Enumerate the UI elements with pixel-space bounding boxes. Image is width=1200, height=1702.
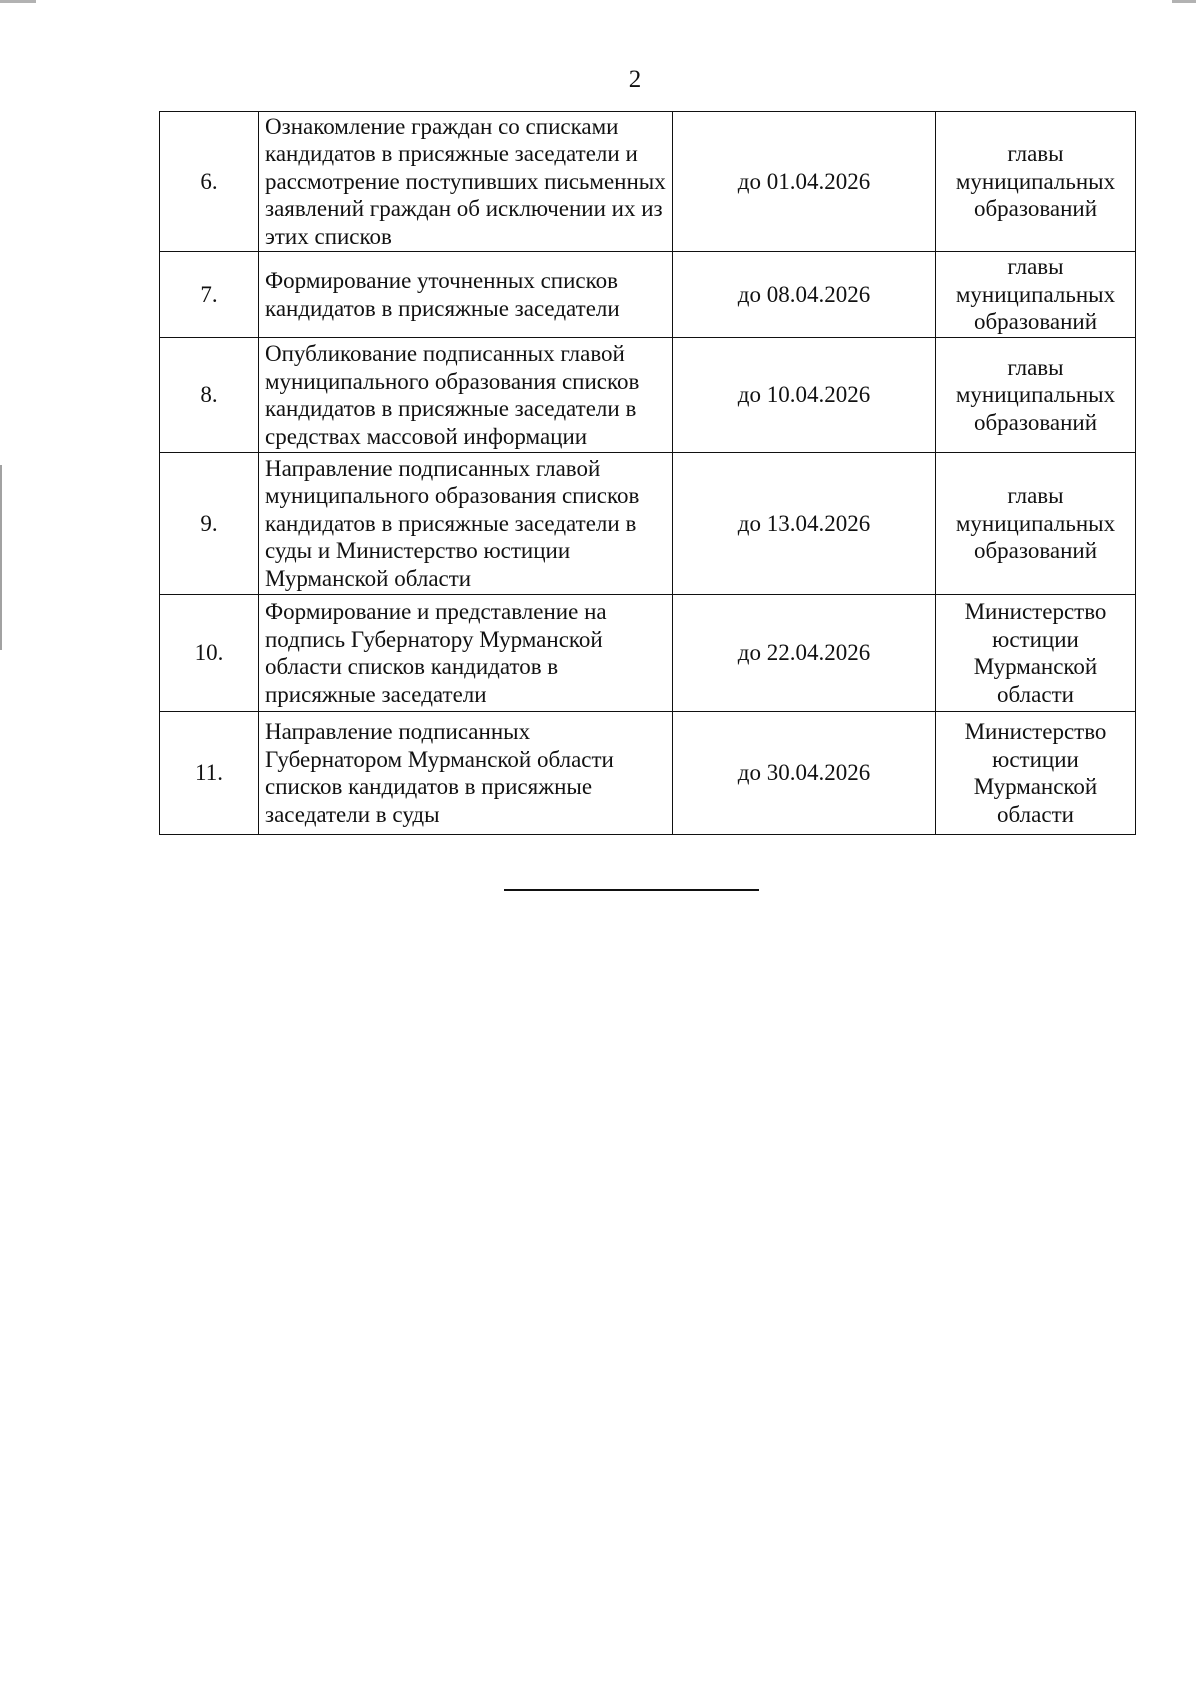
row-number: 9. (160, 453, 259, 595)
task-description: Направление подписанных главой муниципального образования списков кандидатов в присяжные заседатели в суды и Министерство юстиции Мурманской области (259, 453, 673, 595)
responsible-party: главы муниципальных образований (936, 112, 1136, 252)
deadline: до 08.04.2026 (673, 252, 936, 338)
row-number: 6. (160, 112, 259, 252)
end-of-document-rule (504, 889, 759, 891)
responsible-party: Министерство юстиции Мурманской области (936, 595, 1136, 712)
deadline: до 01.04.2026 (673, 112, 936, 252)
responsible-party: главы муниципальных образований (936, 338, 1136, 453)
task-description: Формирование уточненных списков кандидатов в присяжные заседатели (259, 252, 673, 338)
table-row (160, 338, 1136, 453)
task-description: Направление подписанных Губернатором Мурманской области списков кандидатов в присяжные заседатели в суды (259, 712, 673, 835)
scan-edge-mark (0, 465, 2, 650)
task-description: Опубликование подписанных главой муниципального образования списков кандидатов в присяжные заседатели в средствах массовой информации (259, 338, 673, 453)
page-number: 2 (628, 66, 642, 93)
task-description: Ознакомление граждан со списками кандидатов в присяжные заседатели и рассмотрение поступивших письменных заявлений граждан об исключении их из этих списков (259, 112, 673, 252)
row-number: 8. (160, 338, 259, 453)
task-description: Формирование и представление на подпись Губернатору Мурманской области списков кандидатов в присяжные заседатели (259, 595, 673, 712)
schedule-table (159, 111, 1136, 835)
responsible-party: Министерство юстиции Мурманской области (936, 712, 1136, 835)
table-row (160, 453, 1136, 595)
deadline: до 30.04.2026 (673, 712, 936, 835)
responsible-party: главы муниципальных образований (936, 252, 1136, 338)
deadline: до 13.04.2026 (673, 453, 936, 595)
deadline: до 10.04.2026 (673, 338, 936, 453)
deadline: до 22.04.2026 (673, 595, 936, 712)
table-row (160, 252, 1136, 338)
row-number: 10. (160, 595, 259, 712)
row-number: 7. (160, 252, 259, 338)
table-row (160, 712, 1136, 835)
table-row (160, 112, 1136, 252)
table-row (160, 595, 1136, 712)
scan-edge-mark (1172, 0, 1196, 3)
row-number: 11. (160, 712, 259, 835)
scan-edge-mark (0, 0, 36, 3)
responsible-party: главы муниципальных образований (936, 453, 1136, 595)
